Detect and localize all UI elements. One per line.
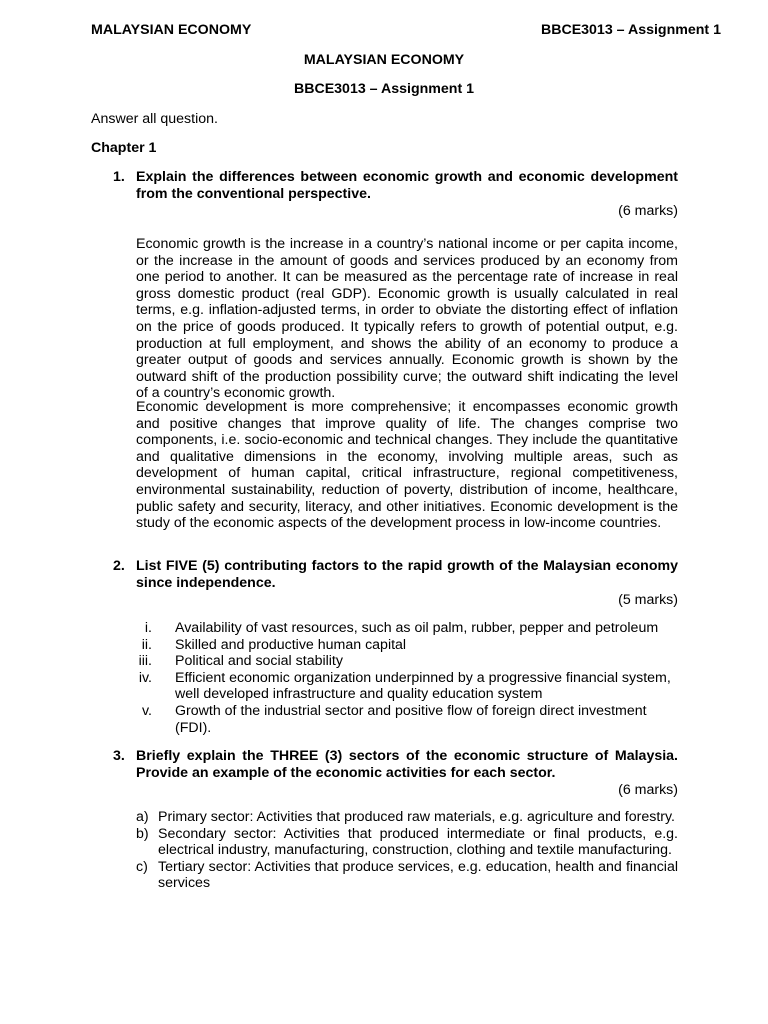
list-item-text: Political and social stability [175, 653, 343, 670]
answer-paragraph-development: Economic development is more comprehensive; it encompasses economic growth and positive changes that improve quality of life. The changes comprise two components, i.e. socio-economic and technical changes. They include the quantitative and qualitative dimensions in the economy, involving multiple areas, such as development of human capital, critical infrastructure, regional competitiveness, environmental sustainability, reduction of poverty, distribution of income, healthcare, public safety and security, literacy, and other initiatives. Economic development is the study of the economic aspects of the development process in low-income countries. [136, 399, 678, 532]
factors-list [136, 620, 678, 736]
question-marks: (6 marks) [618, 203, 678, 220]
list-item [136, 809, 678, 826]
answer-paragraph-growth: Economic growth is the increase in a country’s national income or per capita income, or the increase in the amount of goods and services produced by an economy from one period to another. It can be measured as the percentage rate of increase in real gross domestic product (real GDP). Economic growth is usually calculated in real terms, e.g. inflation-adjusted terms, in order to obviate the distorting effect of inflation on the price of goods produced. It typically refers to growth of potential output, e.g. production at full employment, and shows the ability of an economy to produce a greater output of goods and services annually. Economic growth is shown by the outward shift of the production possibility curve; the outward shift indicating the level of a country’s economic growth. [136, 236, 678, 402]
sectors-list [136, 809, 678, 892]
list-item-text: Tertiary sector: Activities that produce services, e.g. education, health and financial services [158, 858, 678, 892]
question-number: 3. [113, 748, 125, 764]
question-text: List FIVE (5) contributing factors to the rapid growth of the Malaysian economy since independence. [136, 558, 678, 591]
list-item-text: Growth of the industrial sector and positive flow of foreign direct investment (FDI). [175, 702, 647, 736]
instruction-text: Answer all question. [91, 111, 218, 127]
list-item [136, 653, 678, 670]
question-marks: (6 marks) [618, 782, 678, 799]
document-title: MALAYSIAN ECONOMY [303, 52, 465, 68]
list-marker: ii. [141, 636, 152, 653]
list-marker: c) [136, 858, 148, 875]
running-header-assignment: BBCE3013 – Assignment 1 [540, 22, 721, 38]
list-item-text: Secondary sector: Activities that produced intermediate or final products, e.g. electrical industry, manufacturing, construction, clothing and textile manufacturing. [158, 825, 678, 859]
list-marker: b) [136, 825, 149, 842]
list-item [136, 826, 678, 859]
question-text: Explain the differences between economic growth and economic development from the conventional perspective. [136, 169, 678, 202]
list-item-text: Efficient economic organization underpinned by a progressive financial system, well developed infrastructure and quality education system [175, 669, 671, 703]
list-marker: v. [142, 702, 152, 719]
document-subtitle: BBCE3013 – Assignment 1 [293, 81, 475, 97]
question-2 [91, 558, 678, 609]
list-item-text: Skilled and productive human capital [175, 636, 407, 653]
running-header-course: MALAYSIAN ECONOMY [91, 22, 252, 38]
list-item [136, 620, 678, 637]
question-marks: (5 marks) [618, 592, 678, 609]
list-marker: a) [136, 809, 149, 825]
question-text: Briefly explain the THREE (3) sectors of the economic structure of Malaysia. Provide an example of the economic activities for each sector. [136, 748, 678, 781]
list-item-text: Availability of vast resources, such as oil palm, rubber, pepper and petroleum [175, 620, 659, 636]
list-item [136, 859, 678, 892]
chapter-heading: Chapter 1 [91, 140, 157, 156]
question-3 [91, 748, 678, 799]
list-marker: iv. [138, 669, 152, 686]
list-marker: i. [144, 620, 152, 636]
question-number: 1. [113, 169, 125, 185]
list-item-text: Primary sector: Activities that produced raw materials, e.g. agriculture and forestry. [158, 809, 675, 825]
list-item [136, 637, 678, 654]
list-marker: iii. [138, 653, 152, 670]
list-item [136, 703, 678, 736]
question-1 [91, 169, 678, 220]
list-item [136, 670, 678, 703]
question-number: 2. [113, 558, 125, 574]
